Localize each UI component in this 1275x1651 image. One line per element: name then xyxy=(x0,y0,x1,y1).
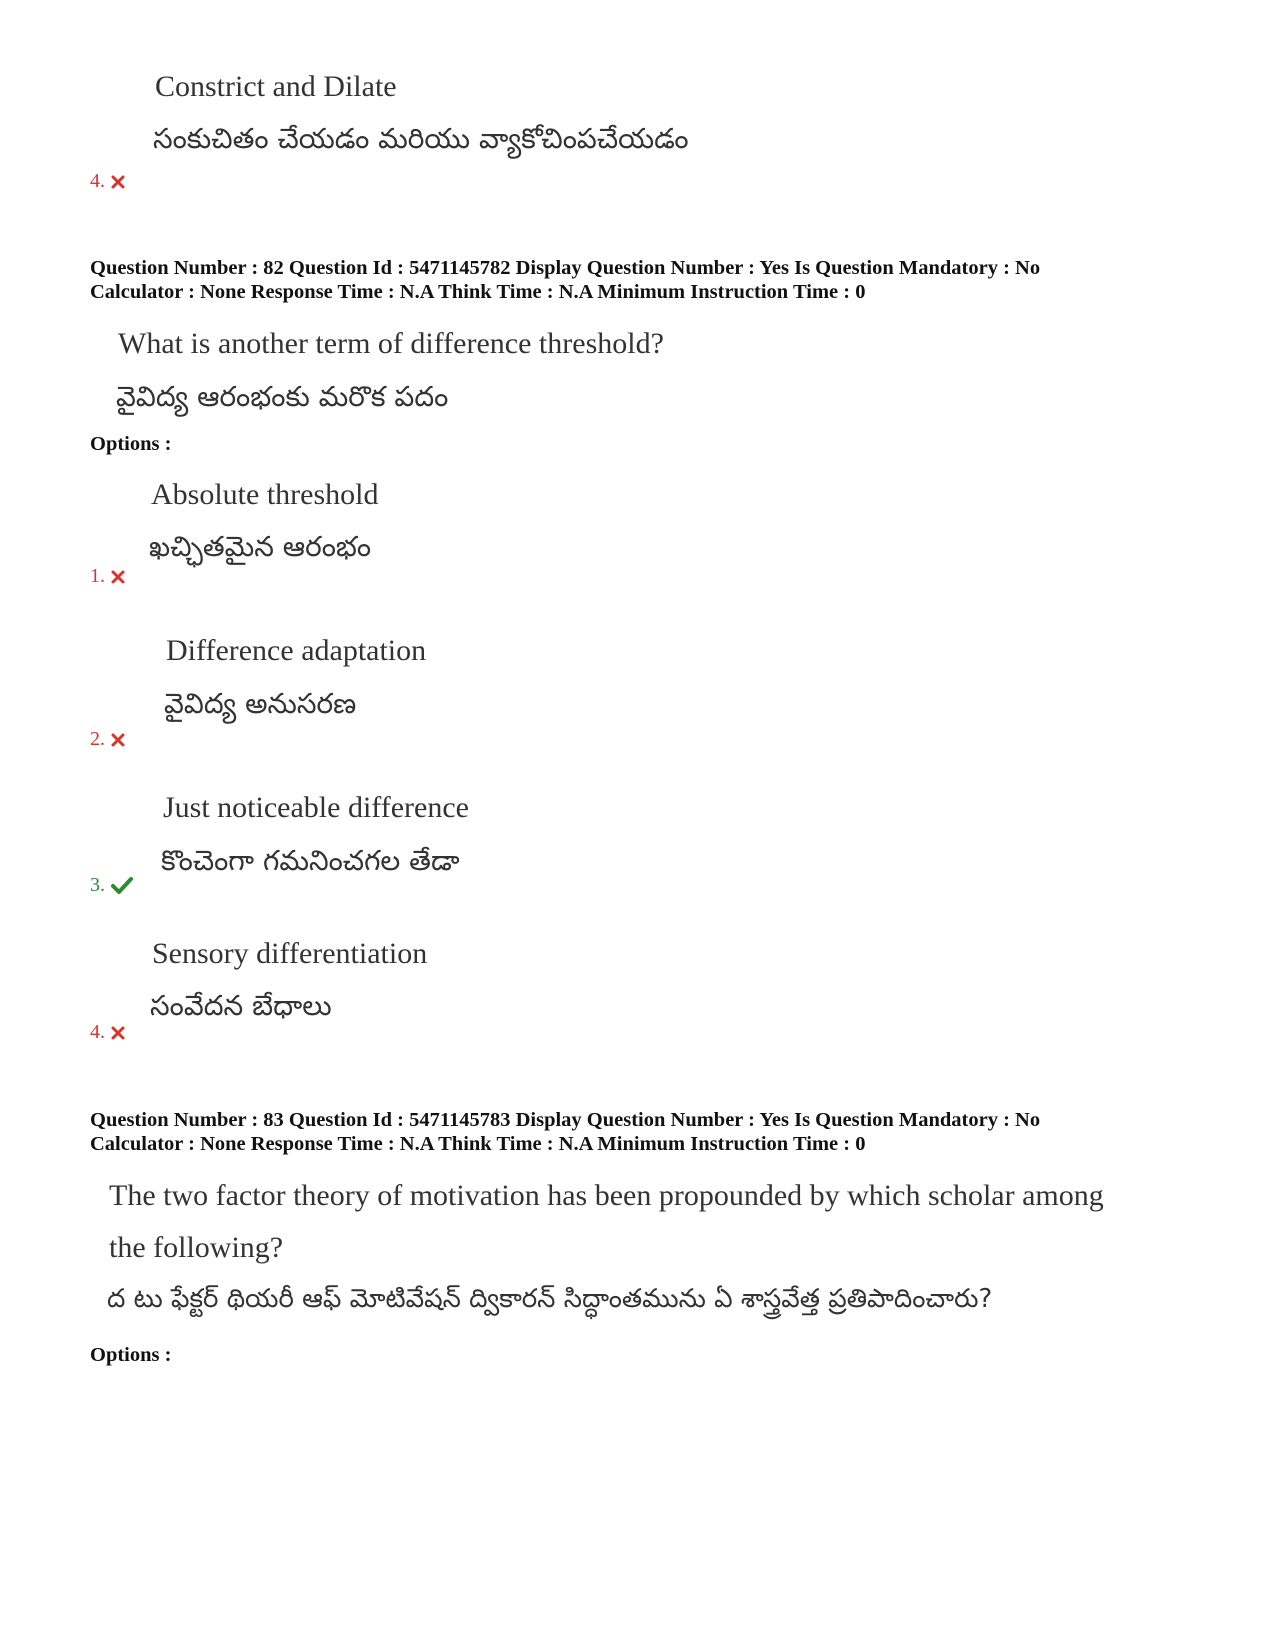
option-number: 4. xyxy=(90,1021,105,1043)
q82-option-3-telugu: కొంచెంగా గమనించగల తేడా xyxy=(161,844,460,877)
q82-question-telugu: వైవిద్య ఆరంభంకు మరొక పదం xyxy=(116,380,449,413)
q82-option-2-telugu: వైవిద్య అనుసరణ xyxy=(164,687,357,720)
check-icon xyxy=(111,877,133,895)
q82-option-2-english: Difference adaptation xyxy=(166,634,427,667)
q82-options-label: Options : xyxy=(90,433,172,455)
q82-option-1-marker xyxy=(90,565,125,588)
option-number: 3. xyxy=(90,874,105,896)
cross-icon xyxy=(111,175,125,189)
q83-meta-line2: Calculator : None Response Time : N.A Think Time : N.A Minimum Instruction Time : 0 xyxy=(90,1133,866,1155)
cross-icon xyxy=(111,1026,125,1040)
cross-icon xyxy=(111,570,125,584)
q83-question-telugu: ద టు ఫేక్టర్ థియరీ ఆఫ్ మోటివేషన్ ద్వికారన్ సిద్ధాంతమును ఏ శాస్త్రవేత్త ప్రతిపాదించారు? xyxy=(107,1284,993,1314)
q82-option-3-marker xyxy=(90,874,133,897)
q82-option-2-marker xyxy=(90,728,125,751)
q83-question-english-line2: the following? xyxy=(109,1231,284,1264)
q82-option-4-telugu: సంవేదన బేధాలు xyxy=(150,989,332,1022)
q82-option-4-english: Sensory differentiation xyxy=(152,937,428,970)
q83-meta-line1: Question Number : 83 Question Id : 5471145783 Display Question Number : Yes Is Question Mandatory : No xyxy=(90,1109,1041,1131)
q82-option-3-english: Just noticeable difference xyxy=(163,791,469,824)
cross-icon xyxy=(111,733,125,747)
q82-option-1-english: Absolute threshold xyxy=(151,478,379,511)
q82-question-english: What is another term of difference threshold? xyxy=(118,327,664,360)
option-number: 4. xyxy=(90,170,105,192)
q82-option-4-marker xyxy=(90,1021,125,1044)
prev-option-4-english: Constrict and Dilate xyxy=(155,70,397,103)
q82-meta-line1: Question Number : 82 Question Id : 5471145782 Display Question Number : Yes Is Question Mandatory : No xyxy=(90,257,1041,279)
q83-question-english-line1: The two factor theory of motivation has been propounded by which scholar among xyxy=(109,1179,1104,1212)
prev-option-4-marker xyxy=(90,170,125,193)
q82-meta-line2: Calculator : None Response Time : N.A Think Time : N.A Minimum Instruction Time : 0 xyxy=(90,281,866,303)
prev-option-4-telugu: సంకుచితం చేయడం మరియు వ్యాకోచింపచేయడం xyxy=(153,122,689,155)
option-number: 1. xyxy=(90,565,105,587)
q83-options-label: Options : xyxy=(90,1344,172,1366)
option-number: 2. xyxy=(90,728,105,750)
q82-option-1-telugu: ఖచ్ఛితమైన ఆరంభం xyxy=(149,530,372,563)
